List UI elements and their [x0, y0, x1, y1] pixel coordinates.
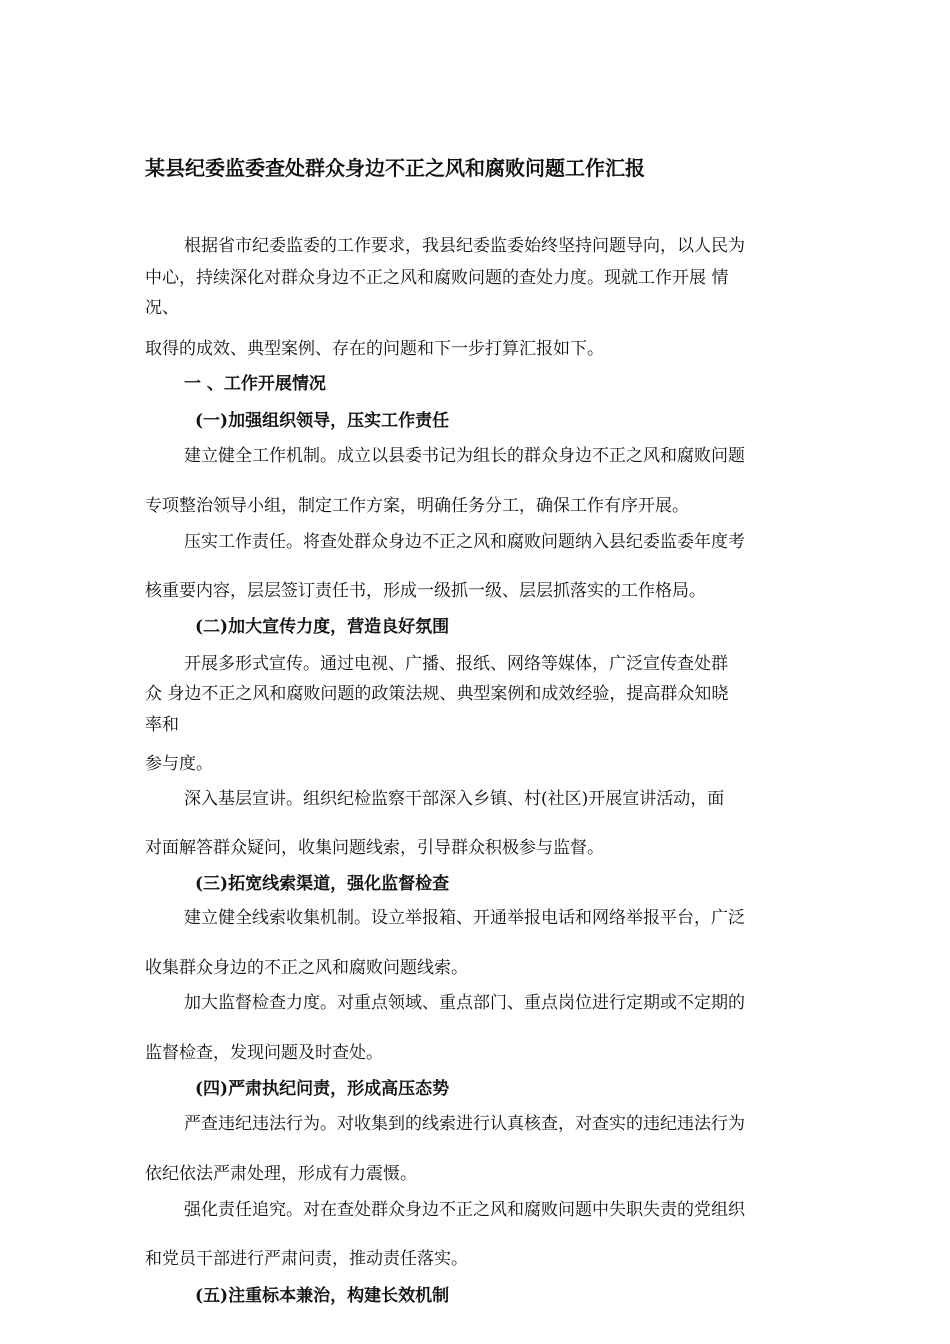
paragraph-line: 和党员干部进行严肃问责，推动责任落实。	[145, 1249, 468, 1269]
subsection-heading-1: (一)加强组织领导，压实工作责任	[195, 411, 450, 431]
paragraph-line: 核重要内容，层层签订责任书，形成一级抓一级、层层抓落实的工作格局。	[145, 581, 706, 601]
intro-line-1: 根据省市纪委监委的工作要求，我县纪委监委始终坚持问题导向，以人民为	[184, 236, 745, 256]
paragraph-line: 严查违纪违法行为。对收集到的线索进行认真核查，对查实的违纪违法行为	[184, 1114, 745, 1134]
paragraph-line: 加大监督检查力度。对重点领域、重点部门、重点岗位进行定期或不定期的	[184, 993, 745, 1013]
paragraph-line: 专项整治领导小组，制定工作方案，明确任务分工，确保工作有序开展。	[145, 496, 689, 516]
paragraph-line: 强化责任追究。对在查处群众身边不正之风和腐败问题中失职失责的党组织	[184, 1200, 745, 1220]
paragraph-line: 建立健全工作机制。成立以县委书记为组长的群众身边不正之风和腐败问题	[184, 446, 745, 466]
paragraph-line: 参与度。	[145, 754, 213, 774]
subsection-heading-2: (二)加大宣传力度，营造良好氛围	[195, 617, 450, 637]
paragraph-line: 压实工作责任。将查处群众身边不正之风和腐败问题纳入县纪委监委年度考	[184, 532, 745, 552]
subsection-heading-4: (四)严肃执纪问责，形成高压态势	[195, 1079, 450, 1099]
paragraph-line: 收集群众身边的不正之风和腐败问题线索。	[145, 958, 468, 978]
paragraph-line: 监督检查，发现问题及时查处。	[145, 1043, 383, 1063]
paragraph-line: 开展多形式宣传。通过电视、广播、报纸、网络等媒体，广泛宣传查处群	[184, 654, 728, 674]
intro-line-3: 况、	[145, 298, 179, 318]
document-title: 某县纪委监委查处群众身边不正之风和腐败问题工作汇报	[145, 156, 645, 180]
subsection-heading-5: (五)注重标本兼治，构建长效机制	[195, 1286, 450, 1306]
intro-line-2: 中心，持续深化对群众身边不正之风和腐败问题的查处力度。现就工作开展 情	[145, 268, 729, 288]
subsection-heading-3: (三)拓宽线索渠道，强化监督检查	[195, 874, 450, 894]
paragraph-line: 对面解答群众疑问，收集问题线索，引导群众积极参与监督。	[145, 838, 604, 858]
paragraph-line: 众 身边不正之风和腐败问题的政策法规、典型案例和成效经验，提高群众知晓	[145, 684, 729, 704]
intro-line-4: 取得的成效、典型案例、存在的问题和下一步打算汇报如下。	[145, 339, 604, 359]
paragraph-line: 深入基层宣讲。组织纪检监察干部深入乡镇、村(社区)开展宣讲活动，面	[184, 789, 725, 809]
paragraph-line: 建立健全线索收集机制。设立举报箱、开通举报电话和网络举报平台，广泛	[184, 908, 745, 928]
paragraph-line: 依纪依法严肃处理，形成有力震慑。	[145, 1164, 417, 1184]
section-heading-1: 一 、工作开展情况	[184, 374, 326, 394]
paragraph-line: 率和	[145, 715, 179, 735]
